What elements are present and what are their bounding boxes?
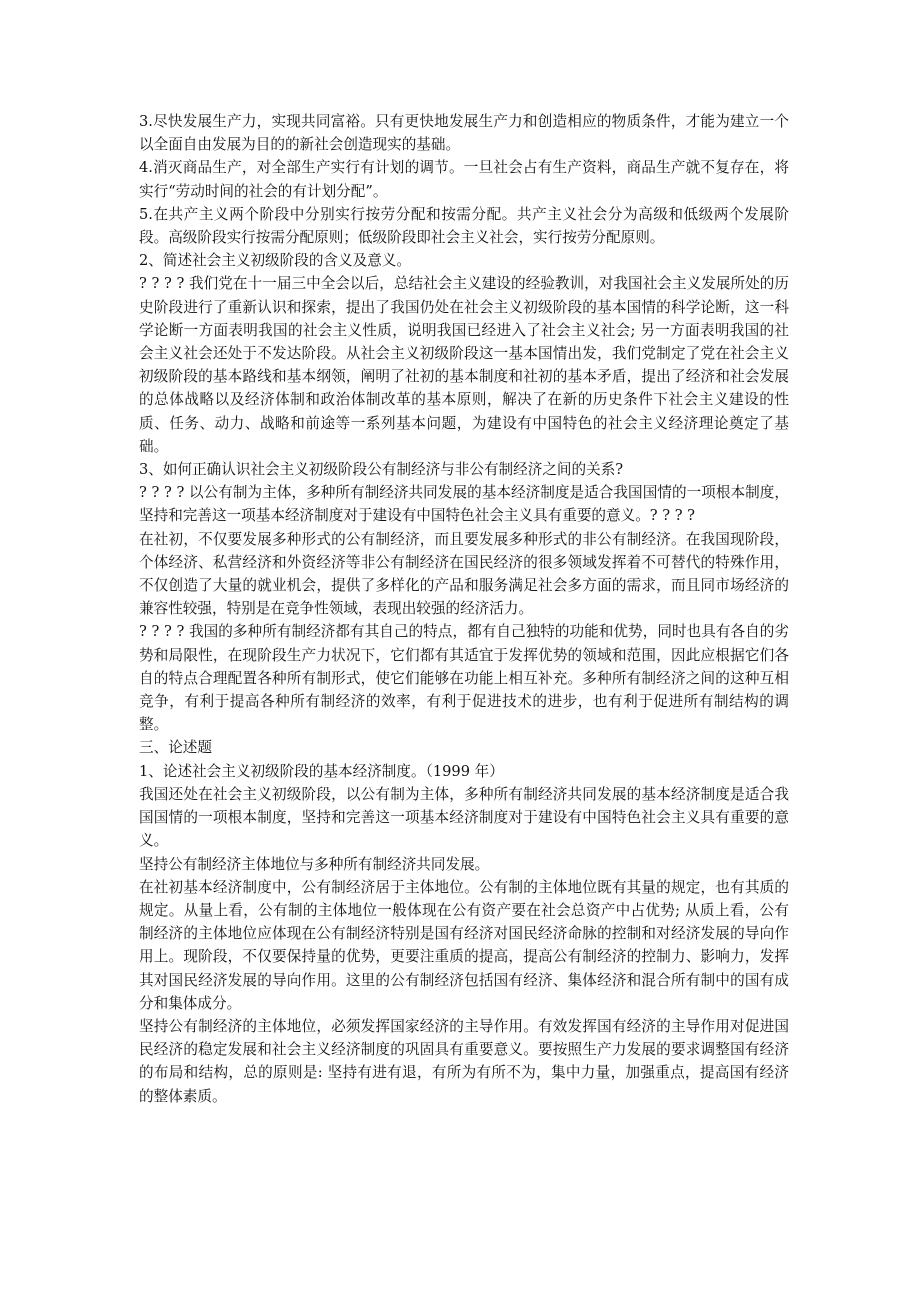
question-heading-3: 3、如何正确认识社会主义初级阶段公有制经济与非公有制经济之间的关系?	[139, 461, 624, 479]
question-heading-2: 2、简述社会主义初级阶段的含义及意义。	[139, 252, 411, 270]
paragraph-point-3: 3.尽快发展生产力，实现共同富裕。只有更快地发展生产力和创造相应的物质条件，才能为建立一个以全面自由发展为目的的新社会创造现实的基础。	[139, 113, 789, 154]
essay-paragraph-1: 我国还处在社会主义初级阶段，以公有制为主体，多种所有制经济共同发展的基本经济制度是适合我国国情的一项根本制度，坚持和完善这一项基本经济制度对于建设有中国特色社会主义具有重要的意义。	[139, 785, 789, 850]
paragraph-point-4: 4.消灭商品生产，对全部生产实行有计划的调节。一旦社会占有生产资料，商品生产就不复存在，将实行“劳动时间的社会的有计划分配”。	[139, 159, 789, 200]
essay-paragraph-4: 坚持公有制经济的主体地位，必须发挥国家经济的主导作用。有效发挥国有经济的主导作用对促进国民经济的稳定发展和社会主义经济制度的巩固具有重要意义。要按照生产力发展的要求调整国有经济的布局和结构，总的原则是: 坚持有进有退，有所为有所不为，集中力量，加强重点，提高国有经济的整体素质。	[139, 1017, 789, 1105]
essay-question-1: 1、论述社会主义初级阶段的基本经济制度。（1999 年）	[139, 762, 504, 780]
answer-paragraph-3b: 在社初，不仅要发展多种形式的公有制经济，而且要发展多种形式的非公有制经济。在我国现阶段，个体经济、私营经济和外资经济等非公有制经济在国民经济的很多领域发挥着不可替代的特殊作用，不仅创造了大量的就业机会，提供了多样化的产品和服务满足社会多方面的需求，而且同市场经济的兼容性较强，特别是在竞争性领域，表现出较强的经济活力。	[139, 530, 789, 618]
answer-paragraph-3a: ? ? ? ? 以公有制为主体，多种所有制经济共同发展的基本经济制度是适合我国国情的一项根本制度，坚持和完善这一项基本经济制度对于建设有中国特色社会主义具有重要的意义。? ? ? ?	[139, 484, 789, 525]
essay-paragraph-3: 在社初基本经济制度中，公有制经济居于主体地位。公有制的主体地位既有其量的规定，也有其质的规定。从量上看，公有制的主体地位一般体现在公有资产要在社会总资产中占优势; 从质上看，公有制经济的主体地位应体现在公有制经济特别是国有经济对国民经济命脉的控制和对经济发展的导向作用上。现阶段，不仅要保持量的优势，更要注重质的提高，提高公有制经济的控制力、影响力，发挥其对国民经济发展的导向作用。这里的公有制经济包括国有经济、集体经济和混合所有制中的国有成分和集体成分。	[139, 878, 789, 1012]
section-heading-essay: 三、论述题	[139, 739, 212, 757]
answer-paragraph-2: ? ? ? ? 我们党在十一届三中全会以后，总结社会主义建设的经验教训，对我国社会主义发展所处的历史阶段进行了重新认识和探索，提出了我国仍处在社会主义初级阶段的基本国情的科学论断，这一科学论断一方面表明我国的社会主义性质，说明我国已经进入了社会主义社会; 另一方面表明我国的社会主义社会还处于不发达阶段。从社会主义初级阶段这一基本国情出发，我们党制定了党在社会主义初级阶段的基本路线和基本纲领，阐明了社初的基本制度和社初的基本矛盾，提出了经济和社会发展的总体战略以及经济体制和政治体制改革的基本原则，解决了在新的历史条件下社会主义建设的性质、任务、动力、战略和前途等一系列基本问题，为建设有中国特色的社会主义经济理论奠定了基础。	[139, 275, 789, 455]
paragraph-point-5: 5.在共产主义两个阶段中分别实行按劳分配和按需分配。共产主义社会分为高级和低级两个发展阶段。高级阶段实行按需分配原则；低级阶段即社会主义社会，实行按劳分配原则。	[139, 205, 789, 247]
answer-paragraph-3c: ? ? ? ? 我国的多种所有制经济都有其自己的特点，都有自己独特的功能和优势，同时也具有各自的劣势和局限性，在现阶段生产力状况下，它们都有其适宜于发挥优势的领域和范围，因此应根据它们各自的特点合理配置各种所有制形式，使它们能够在功能上相互补充。多种所有制经济之间的这种互相竞争，有利于提高各种所有制经济的效率，有利于促进技术的进步，也有利于促进所有制结构的调整。	[139, 623, 789, 734]
essay-paragraph-2: 坚持公有制经济主体地位与多种所有制经济共同发展。	[139, 855, 490, 873]
document-page	[139, 110, 789, 1108]
